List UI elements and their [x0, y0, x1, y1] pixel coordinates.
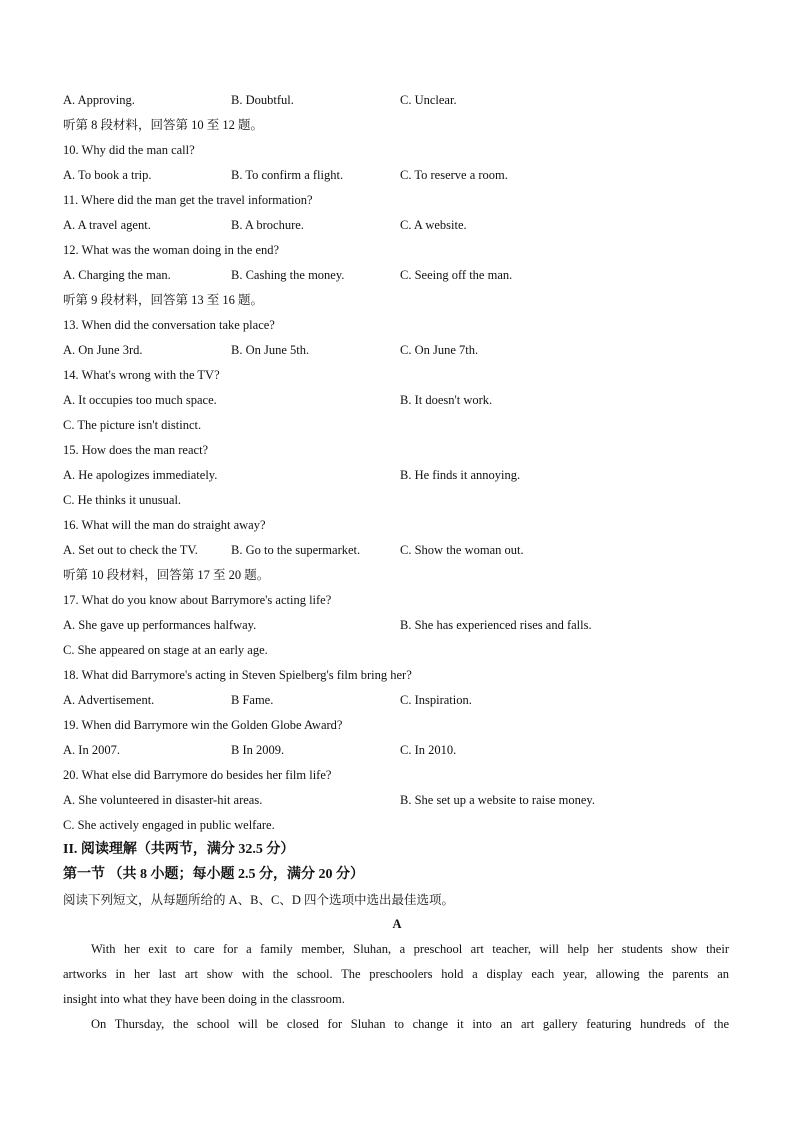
- text-line: 19. When did Barrymore win the Golden Globe Award?: [63, 718, 343, 732]
- option-a: A. Set out to check the TV.: [63, 543, 198, 557]
- option-c: C. Unclear.: [400, 93, 457, 107]
- passage-heading: A: [392, 917, 402, 931]
- option-b: B. Go to the supermarket.: [231, 543, 361, 557]
- option-b: B. A brochure.: [231, 218, 304, 232]
- text-line: 15. How does the man react?: [63, 443, 209, 457]
- option-b: B. Cashing the money.: [231, 268, 345, 282]
- option-a: A. Charging the man.: [63, 268, 171, 282]
- section-heading: II. 阅读理解（共两节，满分 32.5 分）: [63, 842, 295, 857]
- section-heading: 第一节 （共 8 小题；每小题 2.5 分，满分 20 分）: [63, 867, 364, 882]
- option-c: C. Inspiration.: [400, 693, 472, 707]
- option-b: B In 2009.: [231, 743, 285, 757]
- text-line: 11. Where did the man get the travel information?: [63, 193, 313, 207]
- option-a: A. Approving.: [63, 93, 135, 107]
- option-c: B. She has experienced rises and falls.: [400, 618, 592, 632]
- option-a: A. She gave up performances halfway.: [63, 618, 257, 632]
- text-line: 13. When did the conversation take place?: [63, 318, 275, 332]
- text-line: 18. What did Barrymore's acting in Steven Spielberg's film bring her?: [63, 668, 412, 682]
- option-c: C. To reserve a room.: [400, 168, 508, 182]
- option-a: A. It occupies too much space.: [63, 393, 217, 407]
- option-c: B. It doesn't work.: [400, 393, 493, 407]
- paragraph-line: With her exit to care for a family member, Sluhan, a preschool art teacher, will help her students show their: [91, 942, 729, 956]
- text-line: C. He thinks it unusual.: [63, 493, 182, 507]
- option-c: C. Seeing off the man.: [400, 268, 513, 282]
- text-line: 阅读下列短文，从每题所给的 A、B、C、D 四个选项中选出最佳选项。: [63, 893, 454, 907]
- option-a: A. Advertisement.: [63, 693, 155, 707]
- option-a: A. In 2007.: [63, 743, 120, 757]
- option-b: B. To confirm a flight.: [231, 168, 344, 182]
- option-a: A. He apologizes immediately.: [63, 468, 218, 482]
- text-line: C. She actively engaged in public welfare.: [63, 818, 275, 832]
- text-line: 10. Why did the man call?: [63, 143, 195, 157]
- option-a: A. To book a trip.: [63, 168, 152, 182]
- text-line: C. She appeared on stage at an early age.: [63, 643, 268, 657]
- option-c: B. He finds it annoying.: [400, 468, 521, 482]
- option-b: B. Doubtful.: [231, 93, 294, 107]
- option-c: B. She set up a website to raise money.: [400, 793, 595, 807]
- option-c: C. Show the woman out.: [400, 543, 524, 557]
- text-line: 20. What else did Barrymore do besides her film life?: [63, 768, 332, 782]
- paragraph-line: insight into what they have been doing in the classroom.: [63, 992, 345, 1006]
- paragraph-line: On Thursday, the school will be closed for Sluhan to change it into an art gallery featuring hundreds of the: [91, 1017, 729, 1031]
- option-b: B Fame.: [231, 693, 274, 707]
- option-a: A. On June 3rd.: [63, 343, 143, 357]
- option-c: C. In 2010.: [400, 743, 457, 757]
- text-line: C. The picture isn't distinct.: [63, 418, 202, 432]
- text-line: 17. What do you know about Barrymore's acting life?: [63, 593, 332, 607]
- option-a: A. She volunteered in disaster-hit areas.: [63, 793, 263, 807]
- option-c: C. A website.: [400, 218, 467, 232]
- text-line: 听第 10 段材料，回答第 17 至 20 题。: [63, 568, 270, 582]
- text-line: 16. What will the man do straight away?: [63, 518, 266, 532]
- option-b: B. On June 5th.: [231, 343, 310, 357]
- option-a: A. A travel agent.: [63, 218, 151, 232]
- text-line: 12. What was the woman doing in the end?: [63, 243, 280, 257]
- option-c: C. On June 7th.: [400, 343, 479, 357]
- text-line: 14. What's wrong with the TV?: [63, 368, 220, 382]
- text-line: 听第 8 段材料，回答第 10 至 12 题。: [63, 118, 264, 132]
- text-line: 听第 9 段材料，回答第 13 至 16 题。: [63, 293, 264, 307]
- paragraph-line: artworks in her last art show with the school. The preschoolers hold a display each year, allowing the parents an: [63, 967, 729, 981]
